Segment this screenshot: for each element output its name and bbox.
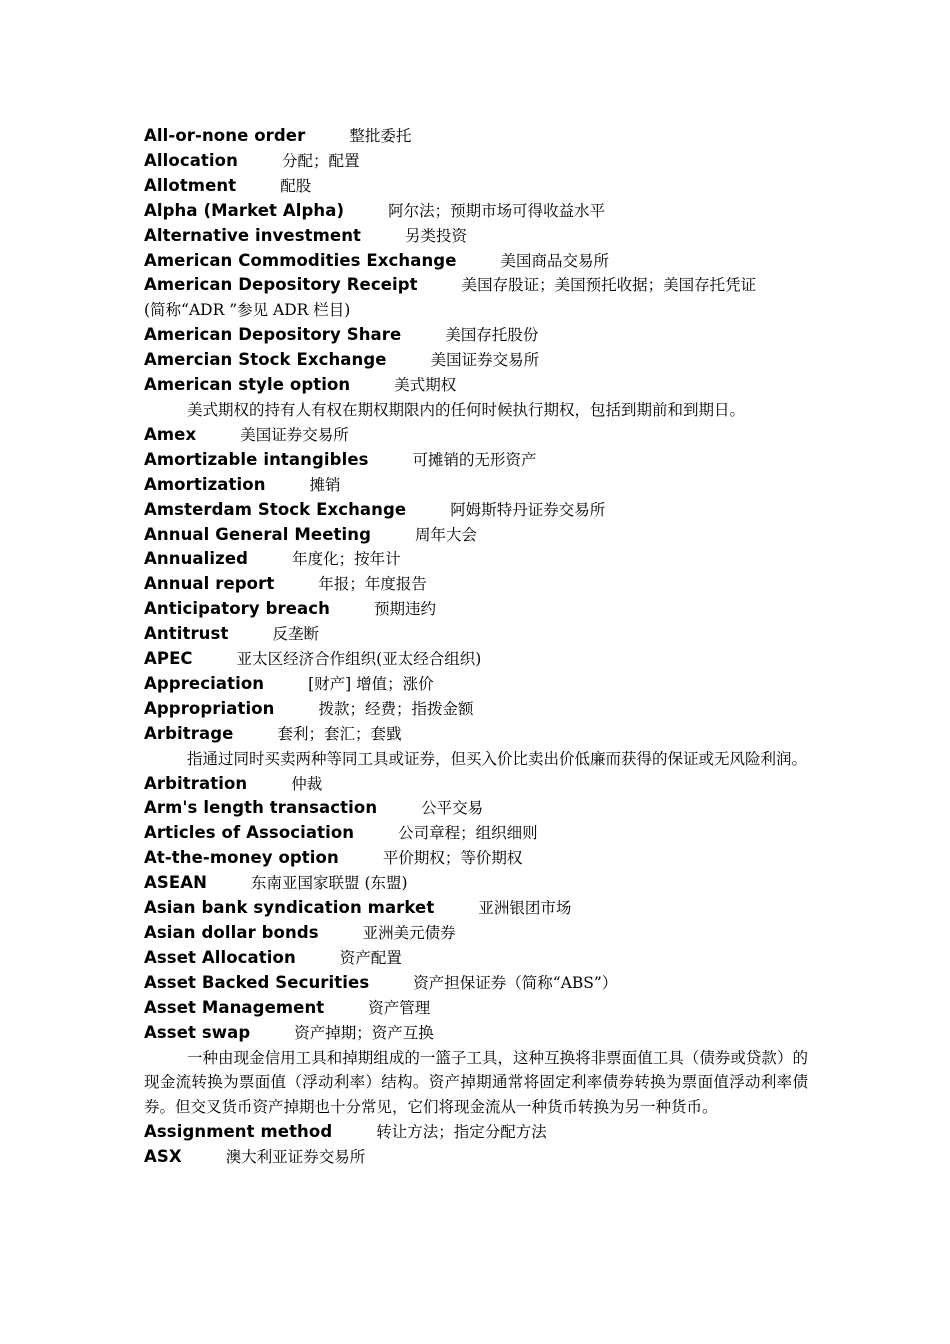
term-english: Arm's length transaction xyxy=(144,798,378,818)
glossary-entry xyxy=(144,622,808,647)
term-english: Alternative investment xyxy=(144,225,362,245)
term-explanation: 指通过同时买卖两种等同工具或证券，但买入价比卖出价低廉而获得的保证或无风险利润。 xyxy=(187,749,808,768)
term-explanation: 一种由现金信用工具和掉期组成的一篮子工具，这种互换将非票面值工具（债券或贷款）的现金流转换为票面值（浮动利率）结构。资产掉期通常将固定利率债券转换为票面值浮动利率债券。但交叉货币资产掉期也十分常见，它们将现金流从一种货币转换为另一种货币。 xyxy=(144,1048,808,1117)
term-english: Asset Management xyxy=(144,997,325,1017)
term-chinese: 美国证券交易所 xyxy=(430,351,540,370)
term-chinese: 资产管理 xyxy=(368,998,431,1017)
glossary-entry xyxy=(144,597,808,622)
term-chinese: 套利；套汇；套戥 xyxy=(277,724,402,743)
term-chinese: 公平交易 xyxy=(421,799,484,818)
glossary-list xyxy=(144,124,808,1170)
glossary-entry xyxy=(144,523,808,548)
term-english: Asset swap xyxy=(144,1022,251,1042)
term-chinese: 平价期权；等价期权 xyxy=(382,849,523,868)
term-chinese: 预期违约 xyxy=(374,600,437,619)
term-english: Assignment method xyxy=(144,1122,333,1142)
glossary-page xyxy=(144,124,808,1170)
term-chinese: 美国商品交易所 xyxy=(500,251,610,270)
term-english: Annual report xyxy=(144,574,275,594)
term-chinese: 美国存股证；美国预托收据；美国存托凭证 xyxy=(461,276,757,295)
term-chinese: 美国存托股份 xyxy=(445,326,539,345)
glossary-entry xyxy=(144,174,808,199)
term-english: Arbitration xyxy=(144,773,248,793)
glossary-entry xyxy=(144,273,808,298)
term-chinese: 拨款；经费；指拨金额 xyxy=(318,699,474,718)
term-english: American Depository Share xyxy=(144,325,402,345)
term-chinese: 摊销 xyxy=(309,475,341,494)
glossary-entry xyxy=(144,821,808,846)
glossary-entry xyxy=(144,224,808,249)
glossary-entry xyxy=(144,896,808,921)
term-chinese: 反垄断 xyxy=(272,625,319,644)
term-english: Amex xyxy=(144,424,197,444)
term-english: Appropriation xyxy=(144,698,275,718)
term-english: Annual General Meeting xyxy=(144,524,371,544)
term-english: Allotment xyxy=(144,175,237,195)
glossary-entry xyxy=(144,971,808,996)
glossary-entry xyxy=(144,124,808,149)
glossary-entry xyxy=(144,697,808,722)
glossary-entry xyxy=(144,572,808,597)
term-english: Amortizable intangibles xyxy=(144,449,369,469)
term-chinese: 美式期权 xyxy=(394,376,457,395)
term-english: Asset Backed Securities xyxy=(144,972,370,992)
glossary-entry xyxy=(144,323,808,348)
term-chinese: 资产配置 xyxy=(339,948,402,967)
term-english: Alpha (Market Alpha) xyxy=(144,200,345,220)
term-english: Amercian Stock Exchange xyxy=(144,350,387,370)
term-english: ASEAN xyxy=(144,873,208,893)
term-chinese: 亚洲银团市场 xyxy=(478,899,572,918)
glossary-entry xyxy=(144,498,808,523)
term-chinese: 资产掉期；资产互换 xyxy=(294,1023,434,1042)
term-english: At-the-money option xyxy=(144,848,339,868)
term-english: Anticipatory breach xyxy=(144,599,331,619)
term-chinese: 公司章程；组织细则 xyxy=(398,824,538,843)
glossary-entry xyxy=(144,871,808,896)
glossary-entry xyxy=(144,796,808,821)
glossary-entry xyxy=(144,199,808,224)
term-english: Allocation xyxy=(144,150,238,170)
glossary-entry xyxy=(144,473,808,498)
term-chinese: 阿尔法；预期市场可得收益水平 xyxy=(388,201,606,220)
term-english: All-or-none order xyxy=(144,126,306,145)
glossary-entry xyxy=(144,149,808,174)
term-english: Amortization xyxy=(144,474,266,494)
glossary-entry xyxy=(144,946,808,971)
term-english: APEC xyxy=(144,649,193,669)
term-chinese: [财产] 增值；涨价 xyxy=(308,674,434,693)
term-chinese: 亚太区经济合作组织(亚太经合组织) xyxy=(236,650,482,669)
term-english: American Commodities Exchange xyxy=(144,250,457,270)
term-english: Arbitrage xyxy=(144,723,234,743)
glossary-entry xyxy=(144,772,808,797)
glossary-entry xyxy=(144,373,808,398)
term-chinese: 配股 xyxy=(280,176,312,195)
glossary-entry xyxy=(144,996,808,1021)
term-explanation: 美式期权的持有人有权在期权期限内的任何时候执行期权，包括到期前和到期日。 xyxy=(187,400,746,419)
term-english: Asian bank syndication market xyxy=(144,898,435,918)
term-chinese: 澳大利亚证券交易所 xyxy=(225,1148,366,1167)
term-chinese: 年报；年度报告 xyxy=(318,575,427,594)
term-english: Asian dollar bonds xyxy=(144,923,319,942)
glossary-entry xyxy=(144,448,808,473)
term-chinese: 仲裁 xyxy=(291,774,323,793)
glossary-entry xyxy=(144,348,808,373)
term-english: American Depository Receipt xyxy=(144,275,418,295)
term-chinese-continuation: (简称“ADR ”参见 ADR 栏目) xyxy=(144,301,351,320)
term-english: Annualized xyxy=(144,549,249,569)
term-chinese: 另类投资 xyxy=(405,226,468,245)
term-chinese: 东南亚国家联盟 (东盟) xyxy=(251,874,408,893)
term-english: Appreciation xyxy=(144,673,265,693)
term-english: American style option xyxy=(144,375,351,395)
term-chinese: 美国证券交易所 xyxy=(240,425,349,444)
term-english: Antitrust xyxy=(144,624,229,644)
term-english: Articles of Association xyxy=(144,823,355,843)
glossary-entry xyxy=(144,1120,808,1145)
term-english: ASX xyxy=(144,1147,182,1167)
term-english: Asset Allocation xyxy=(144,947,296,967)
glossary-entry xyxy=(144,647,808,672)
term-chinese: 周年大会 xyxy=(415,525,478,544)
glossary-entry xyxy=(144,547,808,572)
term-chinese: 转让方法；指定分配方法 xyxy=(376,1123,547,1142)
term-chinese: 分配；配置 xyxy=(281,151,360,170)
term-chinese: 年度化；按年计 xyxy=(292,550,401,569)
term-chinese: 阿姆斯特丹证券交易所 xyxy=(450,500,606,519)
term-english: Amsterdam Stock Exchange xyxy=(144,499,407,519)
term-chinese: 亚洲美元债券 xyxy=(362,924,456,942)
glossary-entry xyxy=(144,672,808,697)
glossary-entry xyxy=(144,1145,808,1170)
glossary-entry xyxy=(144,249,808,274)
glossary-entry xyxy=(144,921,808,946)
glossary-entry xyxy=(144,1021,808,1046)
glossary-entry xyxy=(144,722,808,747)
term-chinese: 整批委托 xyxy=(349,127,412,145)
term-chinese: 资产担保证券（简称“ABS”） xyxy=(413,973,618,992)
glossary-entry xyxy=(144,423,808,448)
term-chinese: 可摊销的无形资产 xyxy=(412,450,537,469)
glossary-entry xyxy=(144,846,808,871)
